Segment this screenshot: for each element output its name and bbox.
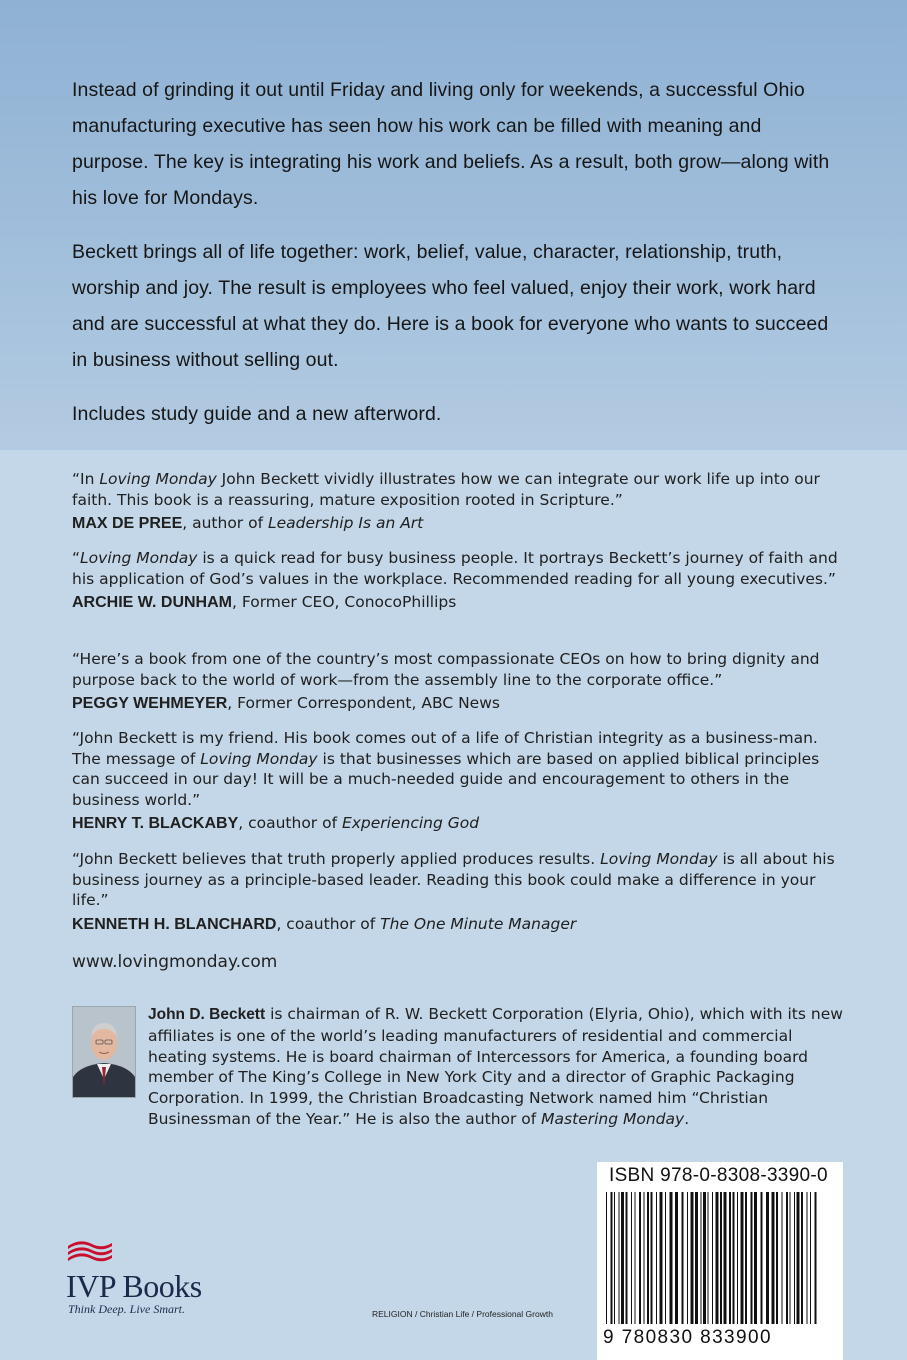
barcode	[604, 1192, 842, 1324]
barcode-bar	[720, 1192, 722, 1324]
barcode-bar	[635, 1192, 636, 1324]
barcode-bar	[647, 1192, 649, 1324]
barcode-bar	[670, 1192, 673, 1324]
blurb-paragraph-1: Instead of grinding it out until Friday and living only for weekends, a successful Ohio manufacturing executive has seen how his work can be filled with meaning and purpose. The key is integrating his work and beliefs. As a result, both grow—along with his love for Mondays.	[72, 79, 830, 209]
barcode-bar	[790, 1192, 791, 1324]
barcode-bar	[737, 1192, 738, 1324]
endorsement-quote: “In Loving Monday John Beckett vividly illustrates how we can integrate our work life up into our faith. This book is a reassuring, mature exposition rooted in Scripture.”	[72, 470, 820, 509]
category-label: RELIGION / Christian Life / Professional Growth	[372, 1309, 553, 1319]
barcode-bar	[772, 1192, 775, 1324]
barcode-bar	[716, 1192, 719, 1324]
endorsement-attribution: HENRY T. BLACKABY, coauthor of Experiencing God	[72, 814, 480, 832]
barcode-bar	[675, 1192, 678, 1324]
endorsement-max-de-pree	[72, 469, 842, 535]
barcode-bar	[626, 1192, 628, 1324]
barcode-bar	[611, 1192, 613, 1324]
endorsement-attribution: PEGGY WEHMEYER, Former Correspondent, ABC News	[72, 694, 500, 712]
barcode-bar	[761, 1192, 763, 1324]
ean-digits: 9 780830 833900	[603, 1327, 772, 1348]
barcode-bar	[708, 1192, 709, 1324]
author-bio: John D. Beckett is chairman of R. W. Beckett Corporation (Elyria, Ohio), which with its new affiliates is one of the world’s leading manufacturers of residential and commercial heating systems. He is board chairman of Intercessors for America, a founding board member of The King’s College in New York City and a director of Graphic Packaging Corporation. In 1999, the Christian Broadcasting Network named him “Christian Businessman of the Year.” He is also the author of Mastering Monday.	[148, 1005, 843, 1128]
barcode-bar	[703, 1192, 706, 1324]
blurb-paragraph-3: Includes study guide and a new afterword.	[72, 403, 442, 425]
endorsement-peggy-wehmeyer	[72, 649, 842, 715]
barcode-bar	[794, 1192, 795, 1324]
barcode-bar	[701, 1192, 702, 1324]
barcode-bar	[631, 1192, 632, 1324]
barcode-bar	[776, 1192, 778, 1324]
barcode-bar	[695, 1192, 698, 1324]
endorsement-attribution: ARCHIE W. DUNHAM, Former CEO, ConocoPhillips	[72, 593, 457, 611]
barcode-bar	[815, 1192, 817, 1324]
barcode-bar	[621, 1192, 624, 1324]
publisher-tagline: Think Deep. Live Smart.	[68, 1302, 185, 1316]
publisher-name: IVP Books	[66, 1268, 202, 1304]
barcode-bar	[797, 1192, 800, 1324]
barcode-bar	[751, 1192, 753, 1324]
endorsement-quote: “Loving Monday is a quick read for busy business people. It portrays Beckett’s journey of faith and his application of God’s values in the workplace. Recommended reading for all young executives.”	[72, 549, 838, 588]
blurb-paragraph-2: Beckett brings all of life together: work, belief, value, character, relationship, truth, worship and joy. The result is employees who feel valued, enjoy their work, work hard and are successful at what they do. Here is a book for everyone who wants to succeed in business without selling out.	[72, 241, 829, 371]
barcode-bar	[766, 1192, 769, 1324]
endorsement-attribution: MAX DE PREE, author of Leadership Is an Art	[72, 514, 424, 532]
barcode-bar	[733, 1192, 735, 1324]
barcode-bar	[682, 1192, 684, 1324]
endorsement-henry-blackaby	[72, 728, 842, 835]
endorsement-quote: “John Beckett is my friend. His book comes out of a life of Christian integrity as a business-man. The message of Loving Monday is that businesses which are based on applied biblical principles can succeed in our day! It will be a much-needed guide and encouragement to others in the business world.”	[72, 729, 820, 809]
barcode-bar	[660, 1192, 663, 1324]
barcode-bar	[691, 1192, 694, 1324]
barcode-bar	[741, 1192, 744, 1324]
barcode-bar	[712, 1192, 713, 1324]
barcode-bar	[656, 1192, 657, 1324]
author-name: John D. Beckett	[148, 1006, 266, 1023]
barcode-bar	[651, 1192, 653, 1324]
blurb-band	[0, 0, 907, 450]
barcode-bar	[801, 1192, 803, 1324]
barcode-bar	[614, 1192, 615, 1324]
barcode-bar	[619, 1192, 620, 1324]
barcode-bar	[782, 1192, 783, 1324]
barcode-bar	[810, 1192, 811, 1324]
endorsement-quote: “Here’s a book from one of the country’s most compassionate CEOs on how to bring dignity and purpose back to the world of work—from the assembly line to the corporate office.”	[72, 650, 820, 689]
barcode-bar	[807, 1192, 808, 1324]
barcode-bar	[745, 1192, 747, 1324]
barcode-bar	[729, 1192, 731, 1324]
isbn-label: ISBN 978-0-8308-3390-0	[609, 1165, 828, 1186]
barcode-bar	[754, 1192, 757, 1324]
author-photo	[72, 1006, 136, 1098]
website-link[interactable]: www.lovingmonday.com	[72, 952, 278, 972]
barcode-bar	[724, 1192, 727, 1324]
endorsement-attribution: KENNETH H. BLANCHARD, coauthor of The One Minute Manager	[72, 914, 577, 933]
barcode-bar	[644, 1192, 645, 1324]
barcode-bar	[665, 1192, 666, 1324]
barcode-bar	[786, 1192, 788, 1324]
barcode-bar	[687, 1192, 688, 1324]
ivp-flag-icon	[66, 1238, 114, 1266]
author-portrait-icon	[73, 1007, 135, 1097]
endorsement-archie-dunham	[72, 548, 842, 614]
barcode-bar	[639, 1192, 641, 1324]
endorsement-kenneth-blanchard	[72, 849, 842, 935]
barcode-bar	[606, 1192, 607, 1324]
endorsement-quote: “John Beckett believes that truth properly applied produces results. Loving Monday is all about his business journey as a principle-based leader. Reading this book could make a difference in your life.”	[72, 850, 835, 909]
